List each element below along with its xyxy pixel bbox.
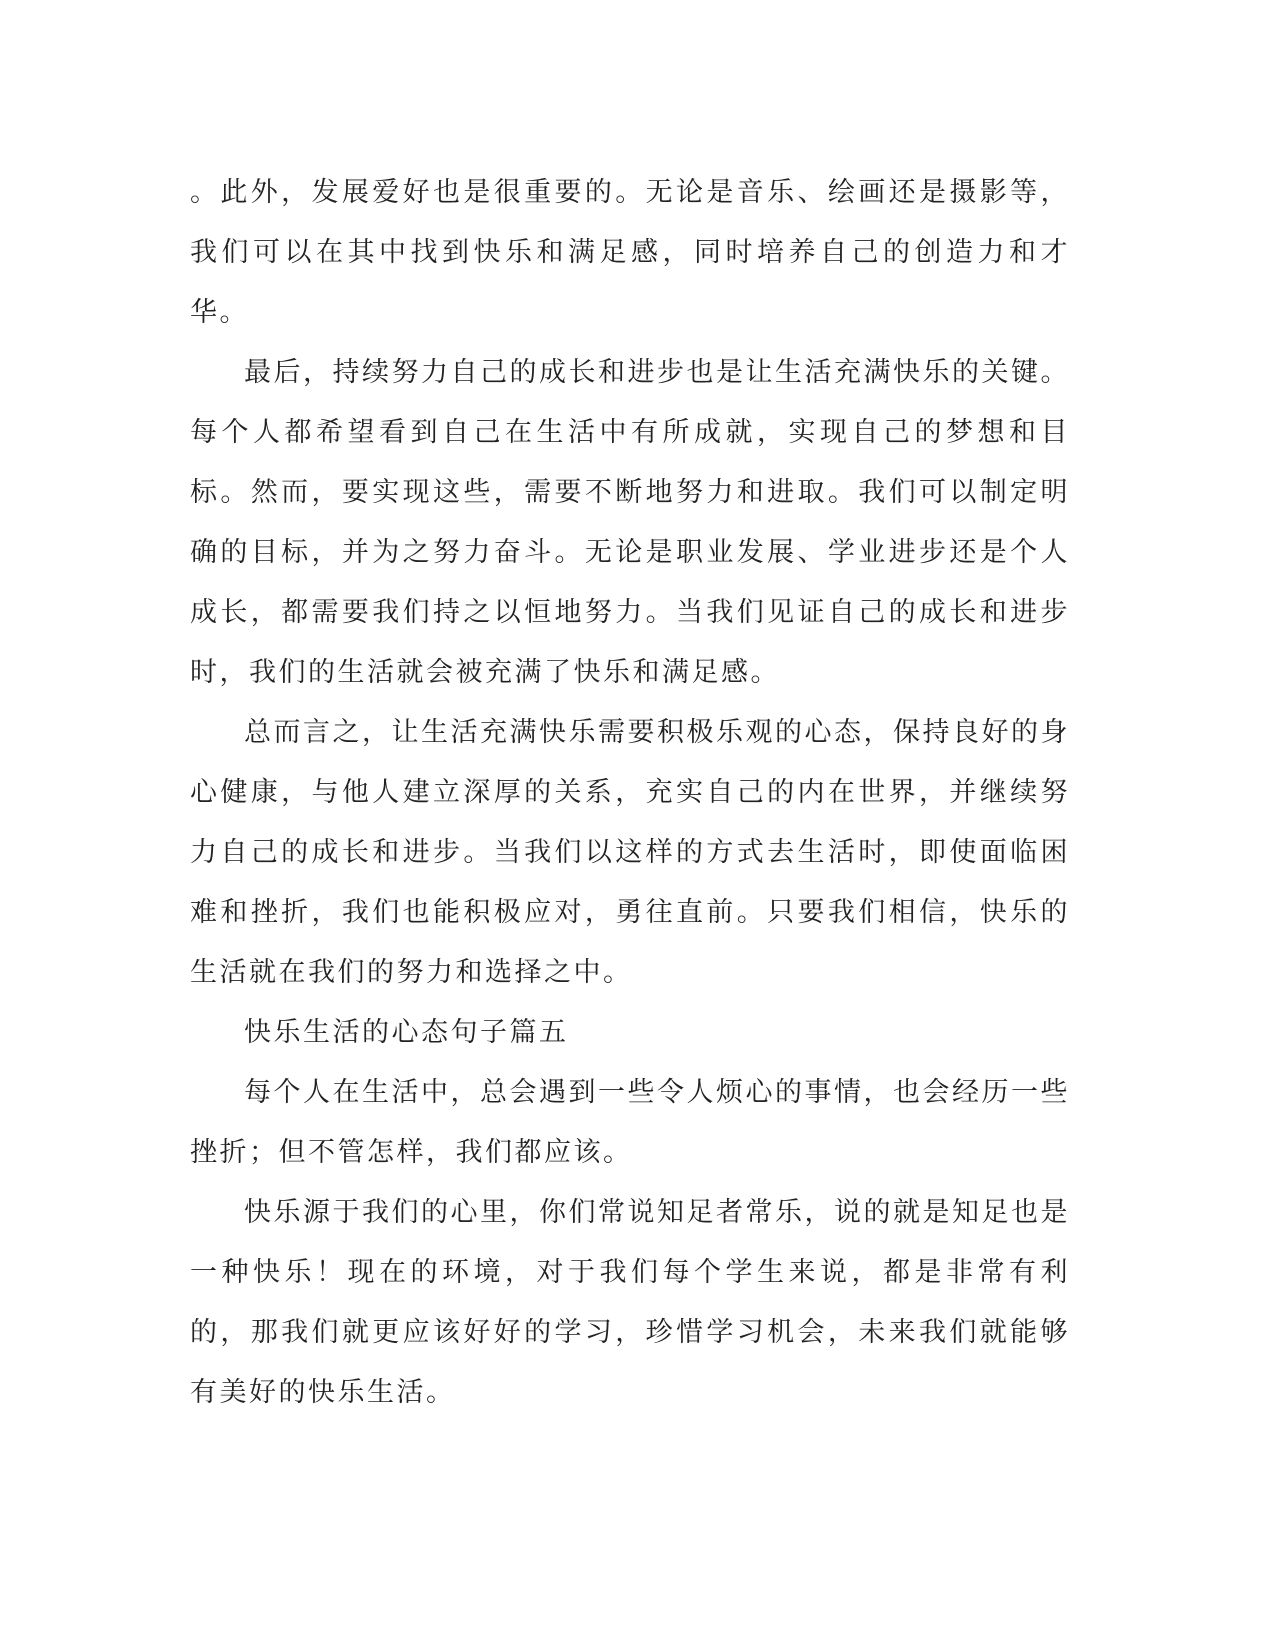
paragraph-summary: 总而言之，让生活充满快乐需要积极乐观的心态，保持良好的身心健康，与他人建立深厚的关系，充实自己的内在世界，并继续努力自己的成长和进步。当我们以这样的方式去生活时，即使面临困难和挫折，我们也能积极应对，勇往直前。只要我们相信，快乐的生活就在我们的努力和选择之中。 <box>190 717 1070 988</box>
paragraph-contentment: 快乐源于我们的心里，你们常说知足者常乐，说的就是知足也是一种快乐！现在的环境，对于我们每个学生来说，都是非常有利的，那我们就更应该好好的学习，珍惜学习机会，未来我们就能够有美好的快乐生活。 <box>190 1197 1070 1408</box>
paragraph-continuation: 。此外，发展爱好也是很重要的。无论是音乐、绘画还是摄影等，我们可以在其中找到快乐和满足感，同时培养自己的创造力和才华。 <box>190 177 1070 328</box>
section-heading: 快乐生活的心态句子篇五 <box>244 1017 569 1048</box>
paragraph-growth: 最后，持续努力自己的成长和进步也是让生活充满快乐的关键。每个人都希望看到自己在生活中有所成就，实现自己的梦想和目标。然而，要实现这些，需要不断地努力和进取。我们可以制定明确的目标，并为之努力奋斗。无论是职业发展、学业进步还是个人成长，都需要我们持之以恒地努力。当我们见证自己的成长和进步时，我们的生活就会被充满了快乐和满足感。 <box>190 357 1070 688</box>
document-body <box>190 163 1070 1423</box>
paragraph-troubles: 每个人在生活中，总会遇到一些令人烦心的事情，也会经历一些挫折；但不管怎样，我们都应该。 <box>190 1077 1070 1168</box>
